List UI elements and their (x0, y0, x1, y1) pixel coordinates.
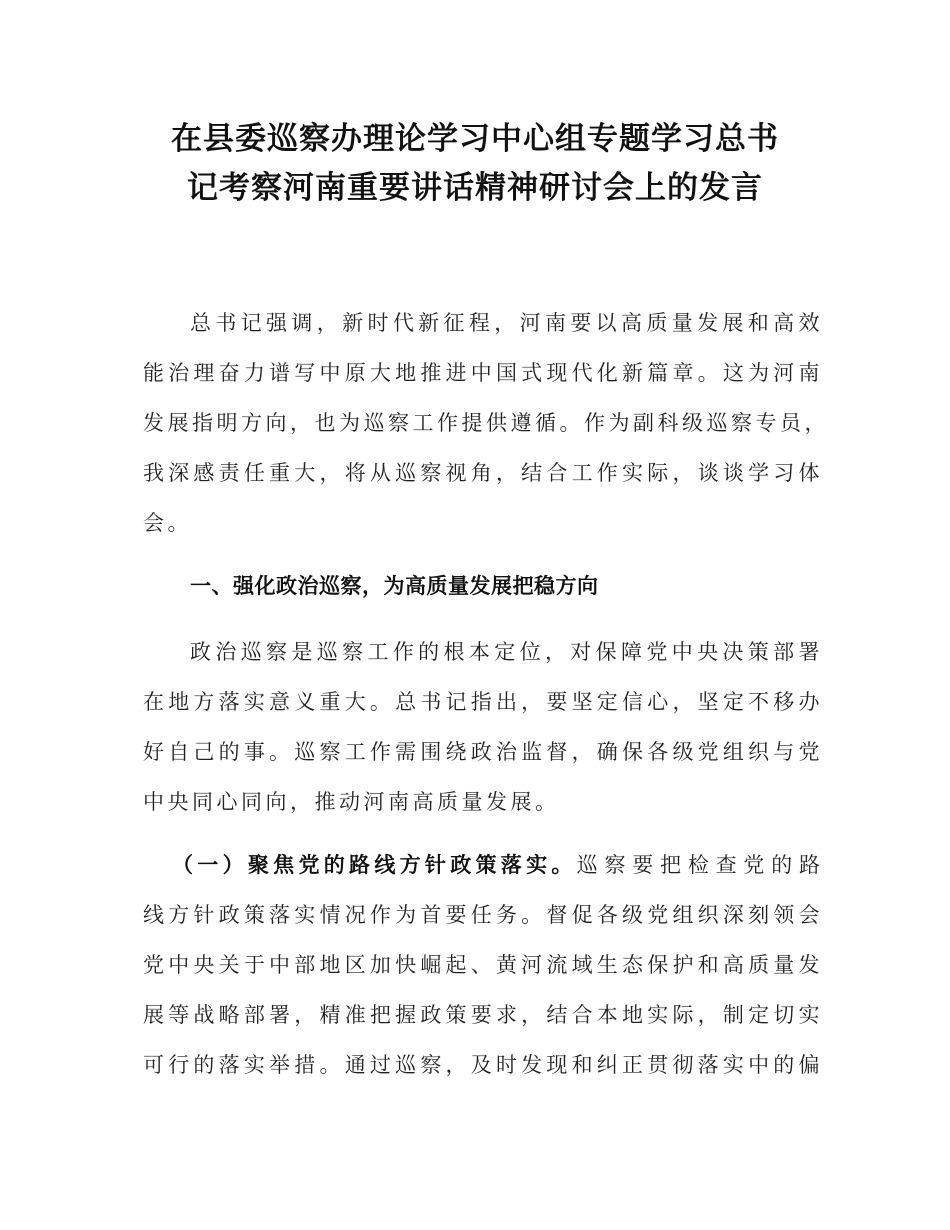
intro-line-2: 能治理奋力谱写中原大地推进中国式现代化新篇章。这为河南 (143, 361, 823, 385)
section-1-line-2: 在地方落实意义重大。总书记指出，要坚定信心，坚定不移办 (143, 690, 823, 714)
section-1-heading: 一、强化政治巡察，为高质量发展把稳方向 (190, 574, 599, 598)
point-1-line-5: 可行的落实举措。通过巡察，及时发现和纠正贯彻落实中的偏 (143, 1053, 823, 1077)
intro-line-1: 总书记强调，新时代新征程，河南要以高质量发展和高效 (190, 311, 823, 335)
section-1-line-3: 好自己的事。巡察工作需围绕政治监督，确保各级党组织与党 (143, 740, 823, 764)
point-1-first-line (172, 850, 823, 880)
intro-line-5: 会。 (143, 511, 192, 535)
point-1-first-text: 巡察要把检查党的路 (576, 853, 824, 877)
section-1-line-4: 中央同心同向，推动河南高质量发展。 (143, 790, 560, 814)
point-1-line-3: 党中央关于中部地区加快崛起、黄河流域生态保护和高质量发 (143, 953, 823, 977)
intro-line-3: 发展指明方向，也为巡察工作提供遵循。作为副科级巡察专员， (143, 411, 829, 435)
point-1-heading: （一）聚焦党的路线方针政策落实。 (172, 853, 577, 877)
point-1-line-2: 线方针政策落实情况作为首要任务。督促各级党组织深刻领会 (143, 903, 823, 927)
section-1-line-1: 政治巡察是巡察工作的根本定位，对保障党中央决策部署 (190, 640, 823, 664)
intro-line-4: 我深感责任重大，将从巡察视角，结合工作实际，谈谈学习体 (143, 461, 823, 485)
document-title-line-1: 在县委巡察办理论学习中心组专题学习总书 (171, 121, 779, 157)
point-1-line-4: 展等战略部署，精准把握政策要求，结合本地实际，制定切实 (143, 1003, 823, 1027)
document-title-line-2: 记考察河南重要讲话精神研讨会上的发言 (187, 170, 763, 206)
